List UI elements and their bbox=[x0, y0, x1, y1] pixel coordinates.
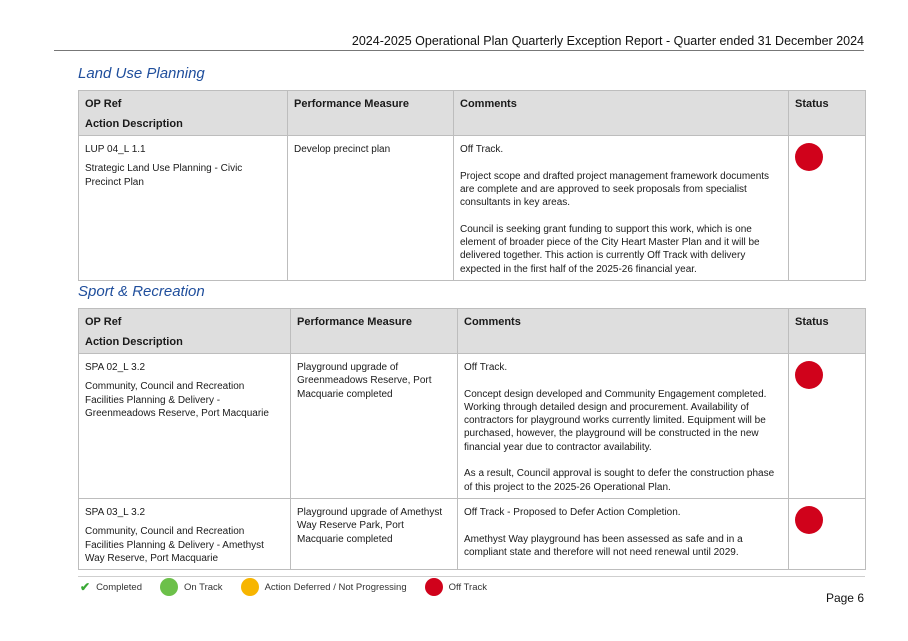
status-legend bbox=[80, 578, 499, 596]
column-header-status: Status bbox=[789, 91, 866, 136]
comment-paragraph: Off Track. bbox=[460, 144, 504, 155]
table-row bbox=[79, 354, 866, 499]
section-title-land-use-planning: Land Use Planning bbox=[78, 65, 205, 82]
report-header-title: 2024-2025 Operational Plan Quarterly Exception Report - Quarter ended 31 December 2024 bbox=[351, 34, 864, 48]
legend-item-completed bbox=[80, 580, 142, 594]
op-ref: SPA 02_L 3.2 bbox=[85, 362, 146, 373]
op-ref: SPA 03_L 3.2 bbox=[85, 506, 146, 518]
comments-cell bbox=[458, 498, 789, 569]
status-cell bbox=[789, 354, 866, 499]
column-header-comments: Comments bbox=[454, 91, 789, 136]
op-ref-header-label: OP Ref bbox=[85, 316, 122, 328]
legend-item-off-track bbox=[425, 578, 487, 596]
comment-paragraph: Off Track - Proposed to Defer Action Completion. bbox=[464, 506, 681, 518]
column-header-performance-measure: Performance Measure bbox=[288, 91, 454, 136]
land-use-planning-table bbox=[78, 90, 866, 281]
status-off-track-indicator bbox=[795, 143, 823, 171]
legend-item-on-track bbox=[160, 578, 223, 596]
table-row bbox=[79, 136, 866, 281]
table-header-row bbox=[79, 91, 866, 136]
table-row bbox=[79, 498, 866, 569]
comment-paragraph: Council is seeking grant funding to support this work, which is one element of broader piece of the City Heart Master Plan and it will be delivered together. This action is currently Off Track with delivery expected in the first half of the 2025-26 financial year. bbox=[460, 223, 760, 275]
green-dot-icon bbox=[160, 578, 178, 596]
comment-paragraph: Concept design developed and Community Engagement completed. Working through detailed design and procurement. Availability of contractors for playground works currently limited. Equipment will be purchased, however, the playground will be constructed in the new financial year due to contractor availability. bbox=[464, 388, 767, 453]
action-description: Community, Council and Recreation Facilities Planning & Delivery - Greenmeadows Reserve, Port Macquarie bbox=[85, 381, 269, 419]
comment-paragraph: Off Track. bbox=[464, 362, 508, 373]
performance-measure: Develop precinct plan bbox=[288, 136, 454, 281]
comments-cell bbox=[458, 354, 789, 499]
comment-paragraph: As a result, Council approval is sought to defer the construction phase of this project to the 2025-26 Operational Plan. bbox=[464, 468, 775, 493]
column-header-op-ref bbox=[79, 91, 288, 136]
check-icon: ✔ bbox=[80, 580, 91, 594]
status-off-track-indicator bbox=[795, 361, 823, 389]
comment-paragraph: Amethyst Way playground has been assessed as safe and in a compliant state and therefore will not need renewal until 2029. bbox=[464, 533, 743, 558]
column-header-op-ref bbox=[79, 309, 291, 354]
op-ref-cell bbox=[79, 354, 291, 499]
amber-dot-icon bbox=[241, 578, 259, 596]
comments-cell bbox=[454, 136, 789, 281]
legend-divider bbox=[78, 576, 865, 577]
action-description-header-label: Action Description bbox=[85, 118, 183, 130]
table-header-row bbox=[79, 309, 866, 354]
legend-label: On Track bbox=[184, 581, 223, 593]
performance-measure: Playground upgrade of Greenmeadows Reserve, Port Macquarie completed bbox=[291, 354, 458, 499]
action-description-header-label: Action Description bbox=[85, 336, 183, 348]
op-ref-cell bbox=[79, 498, 291, 569]
action-description: Community, Council and Recreation Facilities Planning & Delivery - Amethyst Way Reserve, Port Macquarie bbox=[85, 526, 264, 564]
op-ref: LUP 04_L 1.1 bbox=[85, 144, 146, 155]
status-cell bbox=[789, 498, 866, 569]
legend-label: Off Track bbox=[448, 581, 487, 593]
sport-recreation-table bbox=[78, 308, 866, 570]
red-dot-icon bbox=[425, 578, 443, 596]
column-header-status: Status bbox=[789, 309, 866, 354]
legend-label: Completed bbox=[96, 581, 143, 593]
page-number: Page 6 bbox=[825, 591, 864, 605]
legend-item-deferred bbox=[241, 578, 407, 596]
op-ref-header-label: OP Ref bbox=[85, 98, 122, 110]
column-header-comments: Comments bbox=[458, 309, 789, 354]
status-cell bbox=[789, 136, 866, 281]
action-description: Strategic Land Use Planning - Civic Precinct Plan bbox=[85, 163, 243, 188]
column-header-performance-measure: Performance Measure bbox=[291, 309, 458, 354]
comment-paragraph: Project scope and drafted project management framework documents are complete and are approved to seek proposals from specialist consultants in key areas. bbox=[460, 170, 770, 209]
status-off-track-indicator bbox=[795, 506, 823, 534]
op-ref-cell bbox=[79, 136, 288, 281]
section-title-sport-recreation: Sport & Recreation bbox=[78, 283, 205, 300]
performance-measure: Playground upgrade of Amethyst Way Reserve Park, Port Macquarie completed bbox=[291, 498, 458, 569]
legend-label: Action Deferred / Not Progressing bbox=[264, 581, 407, 593]
header-divider bbox=[54, 50, 864, 51]
